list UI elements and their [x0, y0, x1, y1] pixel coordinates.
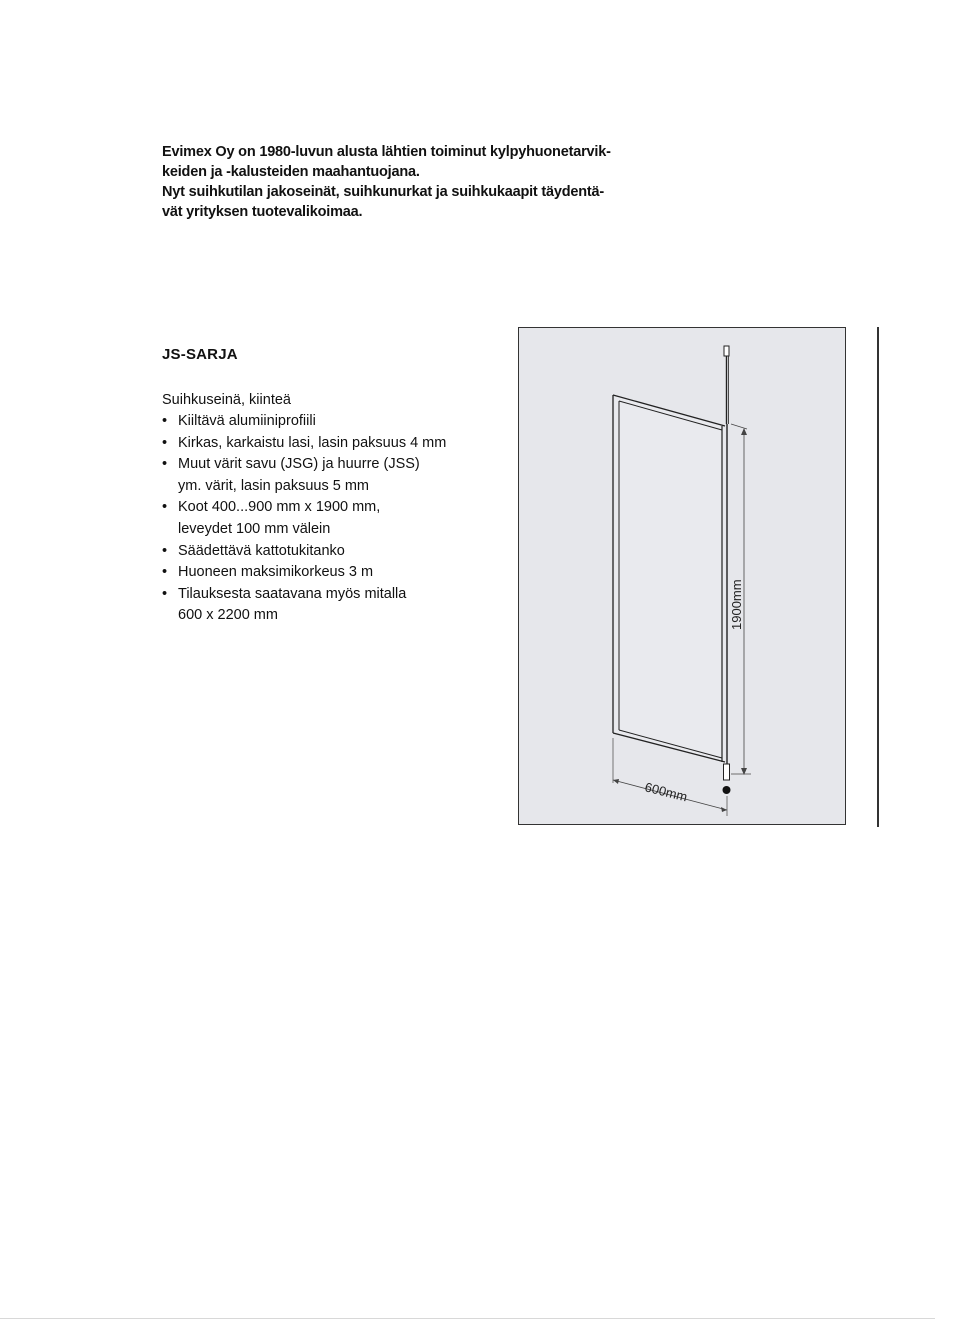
- feature-item: [162, 411, 502, 433]
- feature-item: [162, 541, 502, 563]
- feature-list: [162, 411, 502, 627]
- feature-item: [162, 433, 502, 455]
- dim-width-arrow-left: [613, 779, 619, 784]
- ceiling-rod-cap: [724, 346, 729, 356]
- floor-fixing: [724, 764, 730, 780]
- page-bottom-edge: [0, 1318, 935, 1319]
- intro-paragraph: [162, 142, 722, 222]
- feature-text: 600 x 2200 mm: [178, 607, 278, 624]
- feature-text: • Muut värit savu (JSG) ja huurre (JSS): [178, 456, 420, 473]
- floor-fixing-foot: [723, 786, 731, 794]
- feature-text: ym. värit, lasin paksuus 5 mm: [178, 477, 369, 494]
- product-drawing: [518, 327, 846, 825]
- shower-wall-illustration: [519, 328, 847, 826]
- dim-height-ext-top: [731, 424, 747, 429]
- feature-text: leveydet 100 mm välein: [178, 520, 331, 537]
- feature-item: [162, 454, 502, 497]
- intro-line: keiden ja -kalusteiden maahantuojana.: [162, 164, 420, 180]
- feature-text: • Kiiltävä alumiiniprofiili: [178, 413, 316, 429]
- product-subtitle: Suihkuseinä, kiinteä: [162, 392, 291, 408]
- feature-text: • Tilauksesta saatavana myös mitalla: [178, 585, 407, 602]
- glass-panel: [615, 396, 725, 764]
- feature-text: • Säädettävä kattotukitanko: [178, 542, 345, 559]
- feature-item: [162, 497, 502, 540]
- margin-rule: [877, 327, 879, 827]
- intro-line: Evimex Oy on 1980-luvun alusta lähtien toiminut kylpyhuonetarvik-: [162, 144, 611, 160]
- feature-text: • Koot 400...900 mm x 1900 mm,: [178, 499, 381, 516]
- intro-line: Nyt suihkutilan jakoseinät, suihkunurkat ja suihkukaapit täydentä-: [162, 184, 605, 200]
- width-dimension-label: 600mm: [643, 779, 689, 805]
- feature-text: • Kirkas, karkaistu lasi, lasin paksuus 4 mm: [178, 434, 447, 451]
- feature-item: [162, 584, 502, 627]
- feature-item: [162, 562, 502, 584]
- height-dimension-label: 1900mm: [729, 579, 744, 630]
- intro-line: vät yrityksen tuotevalikoimaa.: [162, 204, 363, 220]
- feature-text: • Huoneen maksimikorkeus 3 m: [178, 564, 374, 581]
- series-title: JS-SARJA: [162, 346, 238, 363]
